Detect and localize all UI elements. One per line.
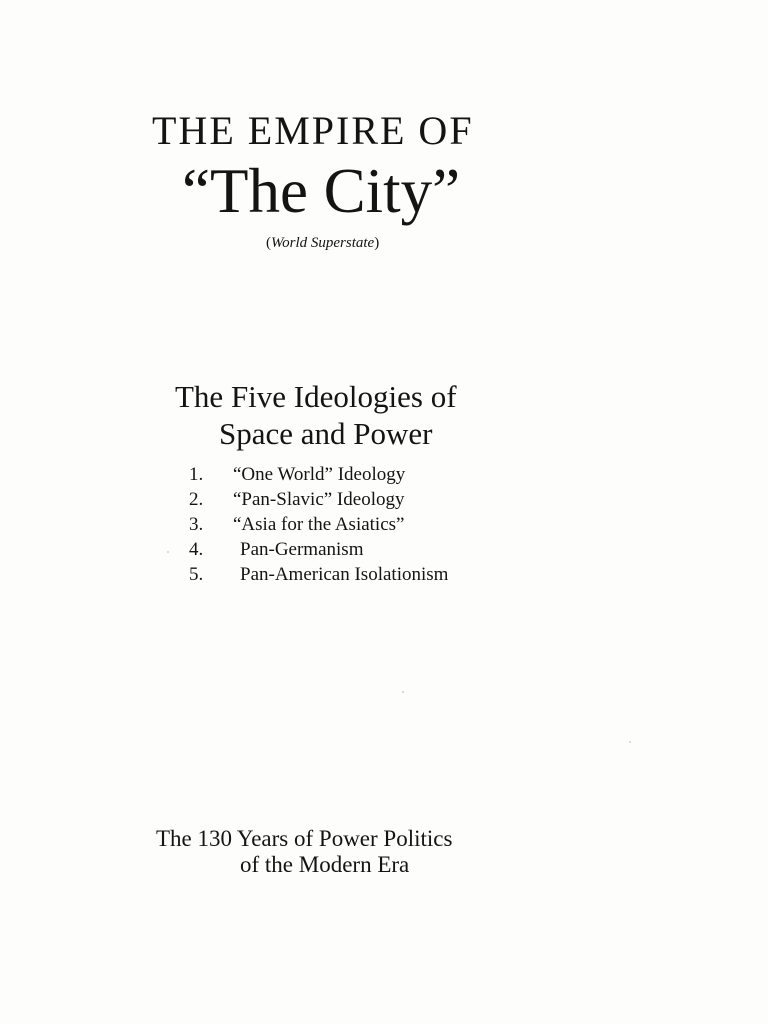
subtitle-italic: World Superstate [271, 235, 375, 251]
item-text: “Pan-Slavic” Ideology [233, 489, 405, 510]
item-text: Pan-Germanism [240, 539, 364, 560]
list-item [189, 487, 448, 512]
ideology-list [189, 462, 448, 587]
section-title-line-2: Space and Power [219, 416, 433, 451]
list-item [189, 537, 448, 562]
title-line-1: THE EMPIRE OF [152, 108, 474, 153]
paper-speck [167, 551, 169, 553]
subtitle [266, 236, 379, 251]
subtitle-close-paren: ) [374, 235, 380, 251]
item-text: Pan-American Isolationism [240, 564, 449, 585]
paper-speck [402, 691, 404, 693]
item-text: “One World” Ideology [233, 464, 406, 485]
section-title-line-1: The Five Ideologies of [175, 379, 457, 414]
title-line-2: “The City” [182, 156, 461, 226]
item-number: 4. [189, 539, 204, 560]
item-number: 5. [189, 564, 204, 585]
item-number: 2. [189, 489, 204, 510]
item-number: 1. [189, 464, 204, 485]
paper-speck [629, 741, 631, 743]
list-item [189, 462, 448, 487]
list-item [189, 562, 448, 587]
footer-line-1: The 130 Years of Power Politics [156, 826, 453, 851]
list-item [189, 512, 448, 537]
footer-line-2: of the Modern Era [240, 852, 410, 877]
item-text: “Asia for the Asiatics” [233, 514, 405, 535]
subtitle-open-paren: ( [266, 235, 271, 251]
item-number: 3. [189, 514, 204, 535]
